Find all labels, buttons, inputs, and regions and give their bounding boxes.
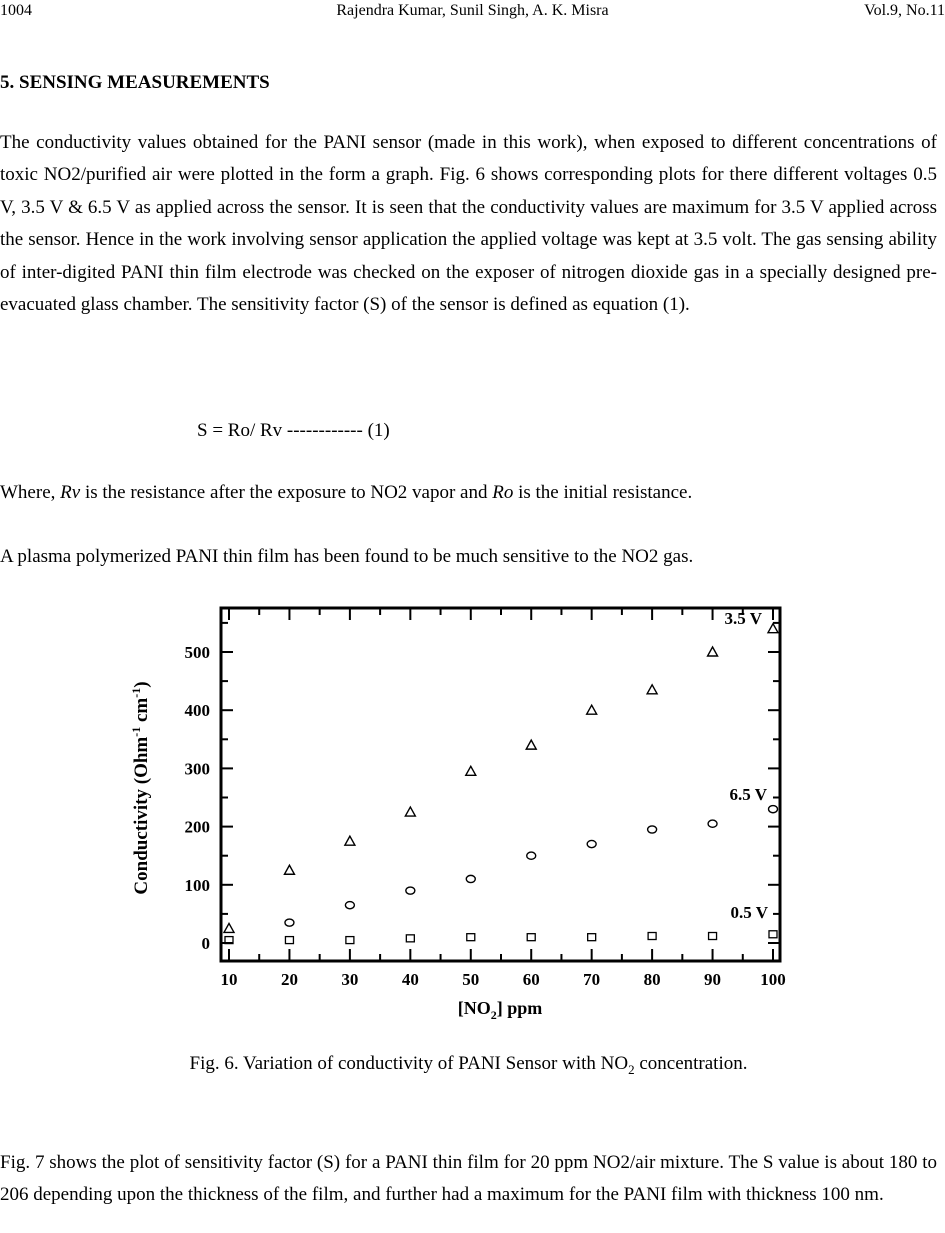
series-label: 0.5 V xyxy=(730,903,768,922)
square-point xyxy=(709,933,717,940)
circle-point xyxy=(406,887,415,894)
square-point xyxy=(467,934,475,941)
circle-point xyxy=(587,840,596,847)
figure-caption xyxy=(0,1053,937,1078)
where-text-1: Where, xyxy=(0,482,61,503)
caption-subscript: 2 xyxy=(628,1061,635,1077)
circle-point xyxy=(345,902,354,909)
circle-point xyxy=(527,852,536,859)
caption-text-end: concentration. xyxy=(634,1053,748,1074)
triangle-point xyxy=(284,865,294,874)
y-axis-label: Conductivity (Ohm$^{-1}$ $cm^{-1}$) xyxy=(129,681,152,895)
x-tick-label: 70 xyxy=(583,970,601,989)
y-tick-label: 500 xyxy=(184,643,210,662)
paragraph-sensing: The conductivity values obtained for the PANI sensor (made in this work), when exposed to different concentrations of toxic NO2/purified air were plotted in the form a graph. Fig. 6 shows corresponding plots for there different voltages 0.5 V, 3.5 V & 6.5 V as applied across the sensor. It is seen that the conductivity values are maximum for 3.5 V applied across the sensor. Hence in the work involving sensor application the applied voltage was kept at 3.5 volt. The gas sensing ability of inter-digited PANI thin film electrode was checked on the exposer of nitrogen dioxide gas in a specially designed pre-evacuated glass chamber. The sensitivity factor (S) of the sensor is defined as equation (1). xyxy=(0,132,937,316)
circle-point xyxy=(648,826,657,833)
x-axis-label: $[NO_2]$ ppm xyxy=(457,998,543,1022)
y-tick-label: 400 xyxy=(184,701,210,721)
triangle-point xyxy=(224,923,234,932)
where-line xyxy=(0,482,692,504)
circle-point xyxy=(285,919,294,926)
data-marks xyxy=(224,624,778,944)
square-point xyxy=(527,934,535,941)
square-point xyxy=(769,931,777,938)
triangle-point xyxy=(345,836,355,845)
series-label: 6.5 V xyxy=(729,785,767,804)
where-rv: Rv xyxy=(60,482,81,503)
x-tick-labels xyxy=(221,970,786,989)
series-labels xyxy=(725,609,769,922)
plot-frame xyxy=(221,608,780,961)
circle-point xyxy=(708,820,717,827)
square-point xyxy=(285,937,293,944)
where-text-3: is the initial resistance. xyxy=(513,482,693,503)
triangle-point xyxy=(526,740,536,749)
y-tick-label: 100 xyxy=(184,875,210,895)
triangle-point xyxy=(708,647,718,656)
x-tick-label: 30 xyxy=(341,970,359,989)
paragraph-plasma: A plasma polymerized PANI thin film has been found to be much sensitive to the NO2 gas. xyxy=(0,546,694,567)
circle-point xyxy=(466,875,475,882)
paragraph-fig7: Fig. 7 shows the plot of sensitivity factor (S) for a PANI thin film for 20 ppm NO2/air mixture. The S value is about 180 to 206 depending upon the thickness of the film, and further had a maximum for the PANI film with thickness 100 nm. xyxy=(0,1152,937,1206)
triangle-point xyxy=(405,807,415,816)
triangle-point xyxy=(587,705,597,714)
square-point xyxy=(406,935,414,942)
series-label: 3.5 V xyxy=(724,609,762,628)
axis-ticks xyxy=(221,608,780,961)
x-tick-label: 20 xyxy=(280,970,298,989)
header-authors: Rajendra Kumar, Sunil Singh, A. K. Misra xyxy=(336,2,609,19)
y-tick-label: 300 xyxy=(184,759,210,779)
square-point xyxy=(588,934,596,941)
x-tick-label: 100 xyxy=(760,970,786,989)
where-text-2: is the resistance after the exposure to NO2 vapor and xyxy=(80,482,493,503)
x-tick-label: 60 xyxy=(522,970,540,989)
triangle-point xyxy=(768,624,778,633)
square-point xyxy=(648,933,656,940)
x-tick-label: 80 xyxy=(643,970,661,989)
x-tick-label: 40 xyxy=(401,970,419,989)
circle-point xyxy=(769,806,778,813)
header-volume: Vol.9, No.11 xyxy=(864,2,945,19)
figure-6 xyxy=(100,598,800,1028)
caption-text: Fig. 6. Variation of conductivity of PANI Sensor with NO xyxy=(189,1053,629,1074)
triangle-point xyxy=(466,766,476,775)
where-ro: Ro xyxy=(492,482,514,503)
triangle-point xyxy=(647,685,657,694)
conductivity-chart xyxy=(100,598,800,1028)
section-title: 5. SENSING MEASUREMENTS xyxy=(0,72,270,93)
x-tick-label: 90 xyxy=(704,970,722,989)
equation-1: S = Ro/ Rv ------------ (1) xyxy=(197,420,390,441)
y-tick-labels xyxy=(185,643,211,953)
x-tick-label: 10 xyxy=(220,970,238,989)
y-tick-label: 0 xyxy=(201,934,210,953)
x-tick-label: 50 xyxy=(462,970,480,989)
square-point xyxy=(346,937,354,944)
page-number: 1004 xyxy=(0,2,32,19)
y-tick-label: 200 xyxy=(184,817,210,837)
page-header xyxy=(0,0,945,24)
